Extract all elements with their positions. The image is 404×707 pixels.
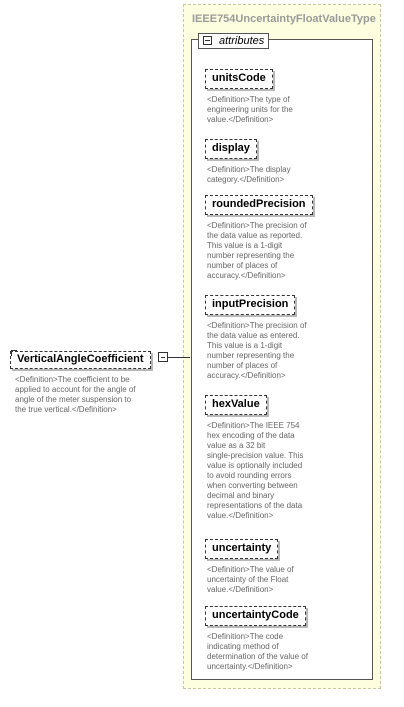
attribute-input-precision [205, 294, 329, 381]
type-container [183, 4, 381, 689]
attribute-rounded-precision [205, 194, 329, 281]
attributes-header[interactable] [198, 33, 269, 49]
attribute-doc: <Definition>The type of engineering units for the value.</Definition> [207, 95, 293, 124]
attribute-hex-value [205, 394, 329, 521]
attribute-name[interactable]: roundedPrecision [205, 195, 313, 215]
collapse-icon[interactable] [158, 352, 168, 362]
attribute-name[interactable]: uncertainty [205, 539, 278, 559]
type-title: IEEE754UncertaintyFloatValueType [192, 13, 376, 25]
attribute-name[interactable]: hexValue [205, 395, 267, 415]
attribute-units-code [205, 68, 329, 125]
element-corner-icon [11, 350, 17, 356]
attribute-name[interactable]: uncertaintyCode [205, 606, 306, 626]
attribute-doc: <Definition>The precision of the data value as reported. This value is a 1-digit number representing the number of places of accuracy.</Definition> [207, 221, 307, 280]
attributes-group [191, 35, 373, 680]
root-element[interactable] [10, 349, 151, 369]
attribute-name[interactable]: unitsCode [205, 69, 273, 89]
attribute-name[interactable]: display [205, 139, 257, 159]
collapse-minus-icon[interactable] [203, 36, 212, 45]
attribute-doc: <Definition>The precision of the data value as entered. This value is a 1-digit number representing the number of places of accuracy.</Definition> [207, 321, 307, 380]
root-element-doc: <Definition>The coefficient to be applied to account for the angle of angle of the meter suspension to the true vertical.</Definition> [15, 375, 136, 414]
attribute-uncertainty [205, 538, 329, 595]
attributes-label: attributes [219, 35, 265, 47]
attribute-doc: <Definition>The code indicating method of determination of the value of uncertainty.</Definition> [207, 632, 308, 671]
connector-line [168, 357, 190, 358]
root-element-name[interactable]: VerticalAngleCoefficient [10, 351, 151, 369]
attribute-doc: <Definition>The IEEE 754 hex encoding of the data value as a 32 bit single-precision value. This value is optionally included to avoid rounding errors when converting between decimal and binary representations of the data value.</Definition> [207, 421, 304, 520]
attribute-name[interactable]: inputPrecision [205, 295, 295, 315]
attribute-doc: <Definition>The display category.</Definition> [207, 165, 291, 184]
attribute-doc: <Definition>The value of uncertainty of the Float value.</Definition> [207, 565, 294, 594]
attribute-display [205, 138, 329, 185]
attribute-uncertainty-code [205, 605, 329, 672]
